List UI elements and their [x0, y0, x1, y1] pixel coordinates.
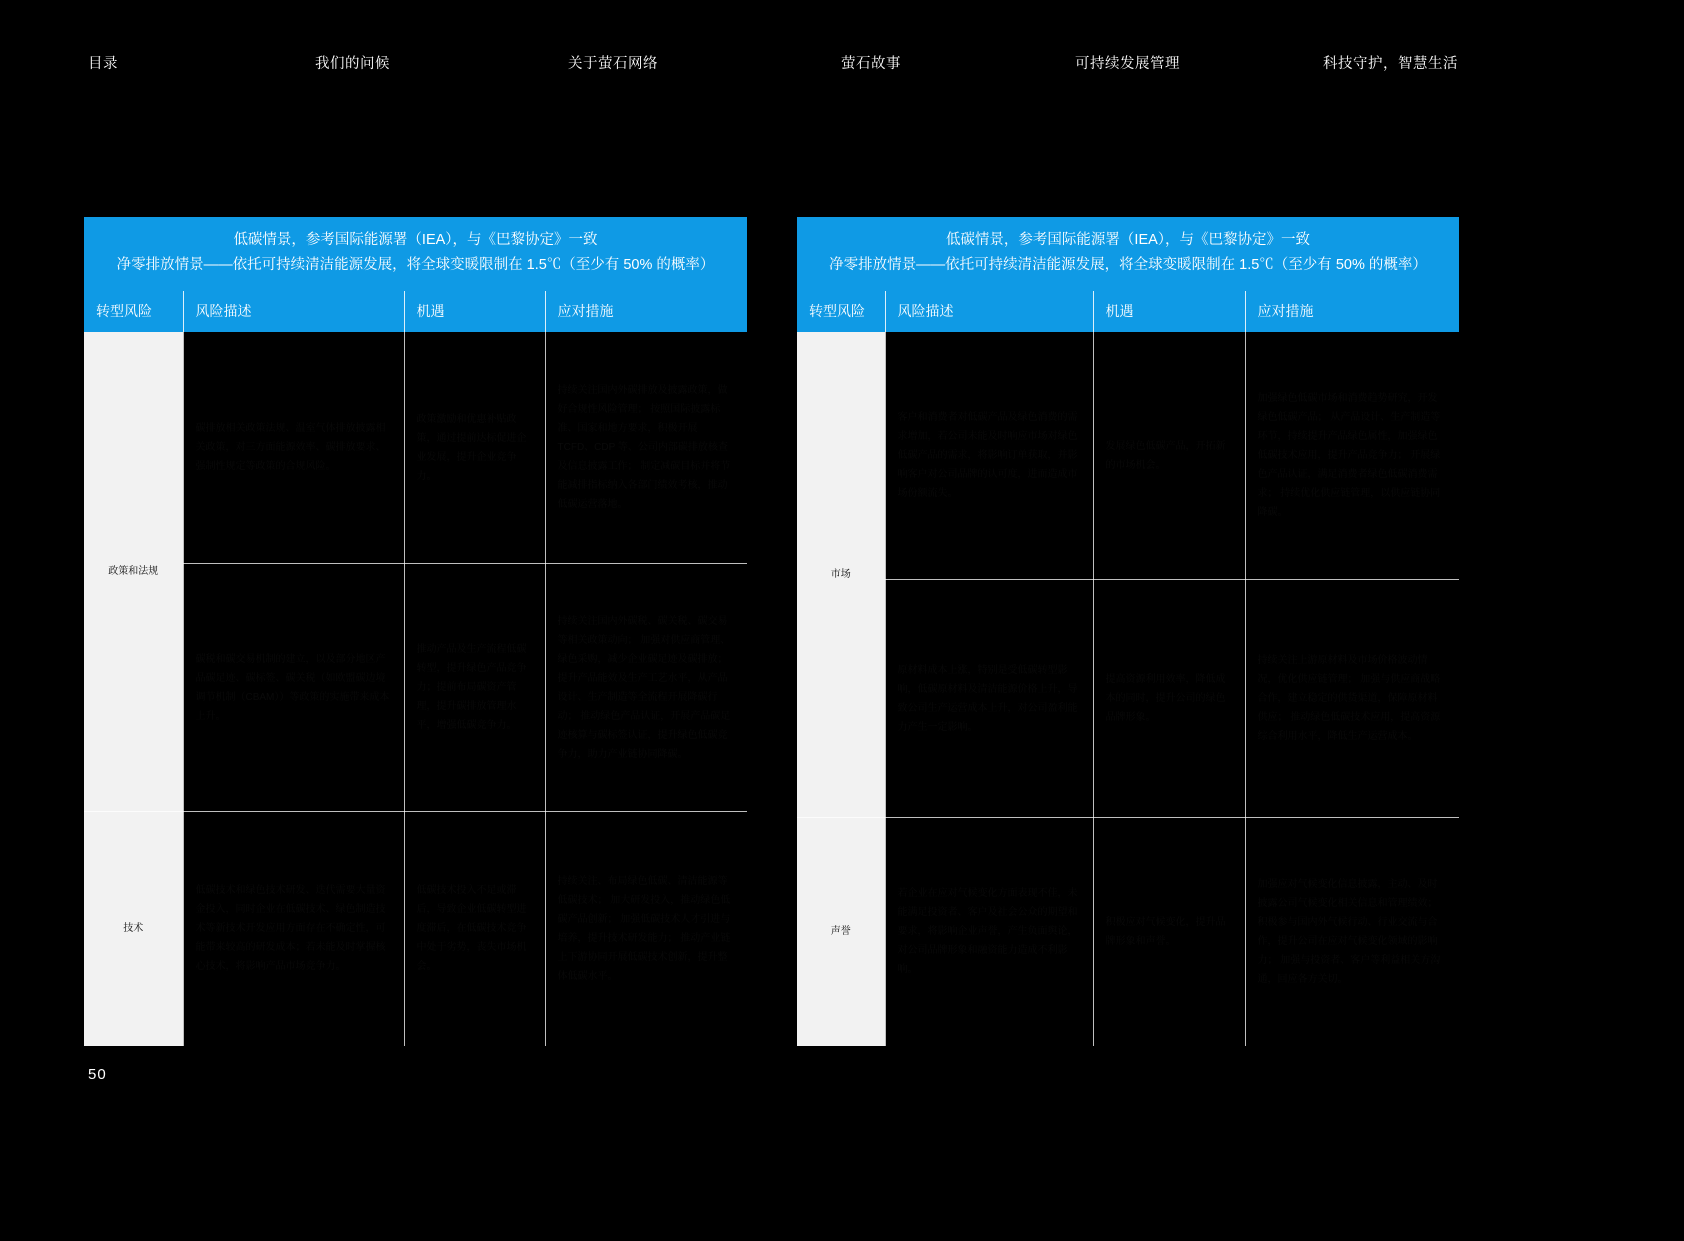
col-header-measures: 应对措施 [1245, 291, 1459, 332]
table-caption-right [797, 217, 1459, 291]
cell-risk-desc: 若企业在应对气候变化方面表现不佳，未能满足投资者、客户及社会公众的期望和要求，将影响企业声誉，产生负面舆论，对公司品牌形象和融资能力造成不利影响。 [885, 818, 1093, 1046]
row-category: 市场 [797, 332, 885, 818]
risk-table-right [797, 217, 1459, 1046]
risk-table-left [84, 217, 747, 1046]
cell-measures: 持续关注国内外碳排放及披露政策，做好合规性风险管理； 按照国际披露标准、国家和地方要求，积极开展 TCFD、CDP 等、公司内部碳排放核查及信息披露工作； 制定减碳目标并将节能减排指标纳入各部门绩效考核，推动低碳运营落地。 [545, 332, 747, 564]
table-row [84, 812, 747, 1046]
caption-line-1: 低碳情景，参考国际能源署（IEA），与《巴黎协定》一致 [945, 232, 1311, 248]
col-header-risk-desc: 风险描述 [885, 291, 1093, 332]
cell-measures: 加强应对气候变化信息披露，主动、及时披露公司气候变化相关信息和管理绩效； 积极参与国内外气候行动、行业交流与合作，提升公司在应对气候变化领域的影响力； 加强与投资者、客户等利益相关方沟通，回应各方关切。 [1245, 818, 1459, 1046]
cell-risk-desc: 碳排放相关政策法规、温室气体排放披露相关政策，对三方面能源效率、碳排放要求、强制性规定等政策的合规风险。 [183, 332, 404, 564]
table-row [797, 332, 1459, 580]
cell-risk-desc: 客户和消费者对低碳产品及绿色消费的需求增加，若公司未能及时响应市场对绿色低碳产品的需求，将影响订单获取，并影响客户对公司品牌的认可度，进而造成市场份额流失。 [885, 332, 1093, 580]
nav-item-story[interactable]: 萤石故事 [841, 56, 901, 72]
cell-measures: 持续关注上游原材料及市场价格波动情况，优化供应链管理； 加强与供应商战略合作，建立稳定的供货渠道，保障原材料供应； 推动绿色低碳技术应用，提高资源综合利用水平，降低生产运营成本。 [1245, 580, 1459, 818]
nav-item-contents[interactable]: 目录 [88, 56, 118, 72]
cell-opportunity: 低碳技术投入不足或滞后，导致企业低碳转型进度滞后，在低碳技术竞争中处于劣势，丧失市场机会。 [404, 812, 545, 1046]
col-header-transition-risk: 转型风险 [84, 291, 183, 332]
nav-item-about[interactable]: 关于萤石网络 [568, 56, 658, 72]
caption-line-2: 净零排放情景——依托可持续清洁能源发展，将全球变暖限制在 1.5℃（至少有 50% 的概率） [829, 257, 1427, 273]
page-number: 50 [88, 1066, 107, 1083]
table-caption-left [84, 217, 747, 291]
table-row [797, 580, 1459, 818]
cell-risk-desc: 原材料成本上涨，特别是受低碳转型影响，低碳原材料及清洁能源价格上升，导致公司生产运营成本上升，对公司盈利能力产生一定影响。 [885, 580, 1093, 818]
cell-opportunity: 推动产品及生产流程低碳转型，提升绿色产品竞争力；提前布局碳资产管理，提升碳排放管理水平，增强低碳竞争力。 [404, 564, 545, 812]
table-row [797, 818, 1459, 1046]
cell-opportunity: 发展绿色低碳产品，开拓新的市场机会。 [1093, 332, 1245, 580]
cell-opportunity: 提高资源利用效率，降低成本的同时，提升公司的绿色品牌形象。 [1093, 580, 1245, 818]
cell-risk-desc: 低碳技术和绿色技术研发、迭代需要大量资金投入，同时企业在低碳技术、绿色制造技术等新技术开发应用方面存在不确定性，可能带来较高的研发成本；若未能及时掌握核心技术，将影响产品市场竞争力。 [183, 812, 404, 1046]
table-header-row [84, 291, 747, 332]
row-category: 技术 [84, 812, 183, 1046]
caption-line-2: 净零排放情景——依托可持续清洁能源发展，将全球变暖限制在 1.5℃（至少有 50% 的概率） [116, 257, 715, 273]
top-navigation [0, 52, 1684, 76]
col-header-transition-risk: 转型风险 [797, 291, 885, 332]
nav-item-sustainability[interactable]: 可持续发展管理 [1075, 56, 1180, 72]
col-header-measures: 应对措施 [545, 291, 747, 332]
col-header-risk-desc: 风险描述 [183, 291, 404, 332]
row-category: 政策和法规 [84, 332, 183, 812]
nav-item-tech-life[interactable]: 科技守护，智慧生活 [1323, 56, 1458, 72]
table-row [84, 332, 747, 564]
table-row [84, 564, 747, 812]
cell-opportunity: 政策激励和优惠补贴政策，通过提前达标促进企业发展，提升企业竞争力。 [404, 332, 545, 564]
table-header-row [797, 291, 1459, 332]
nav-item-greeting[interactable]: 我们的问候 [315, 56, 390, 72]
row-category: 声誉 [797, 818, 885, 1046]
cell-opportunity: 积极应对气候变化，提升品牌形象和声誉。 [1093, 818, 1245, 1046]
cell-measures: 持续关注、布局绿色低碳、清洁能源等低碳技术； 加大研发投入，推动绿色低碳产品创新； 加强低碳技术人才引进与培养，提升技术研发能力； 推动产业链上下游协同开展低碳技术创新，提升整体低碳水平。 [545, 812, 747, 1046]
col-header-opportunity: 机遇 [404, 291, 545, 332]
cell-measures: 持续关注国内外碳税、碳关税、碳交易等相关政策动向； 加强对供应商管理、绿色采购，减少企业碳足迹及碳排放； 提升产品能效及生产工艺水平，从产品设计、生产制造等全流程开展降碳行动； 推动绿色产品认证，开展产品碳足迹核算与碳标签认证，提升绿色低碳竞争力，助力产业链协同降碳。 [545, 564, 747, 812]
cell-measures: 加强绿色低碳市场和消费趋势研究，开发绿色低碳产品； 从产品设计、生产制造等环节，持续提升产品绿色属性，加强绿色低碳技术应用，提升产品竞争力； 开展绿色产品认证，满足消费者绿色低碳消费需求； 持续优化供应链管理，以供应链协同降碳。 [1245, 332, 1459, 580]
cell-risk-desc: 碳税和碳交易机制的建立，以及部分地区产品碳足迹、碳标签、碳关税（如欧盟碳边境调节机制（CBAM））等政策的实施带来成本上升。 [183, 564, 404, 812]
caption-line-1: 低碳情景，参考国际能源署（IEA），与《巴黎协定》一致 [233, 232, 598, 248]
col-header-opportunity: 机遇 [1093, 291, 1245, 332]
